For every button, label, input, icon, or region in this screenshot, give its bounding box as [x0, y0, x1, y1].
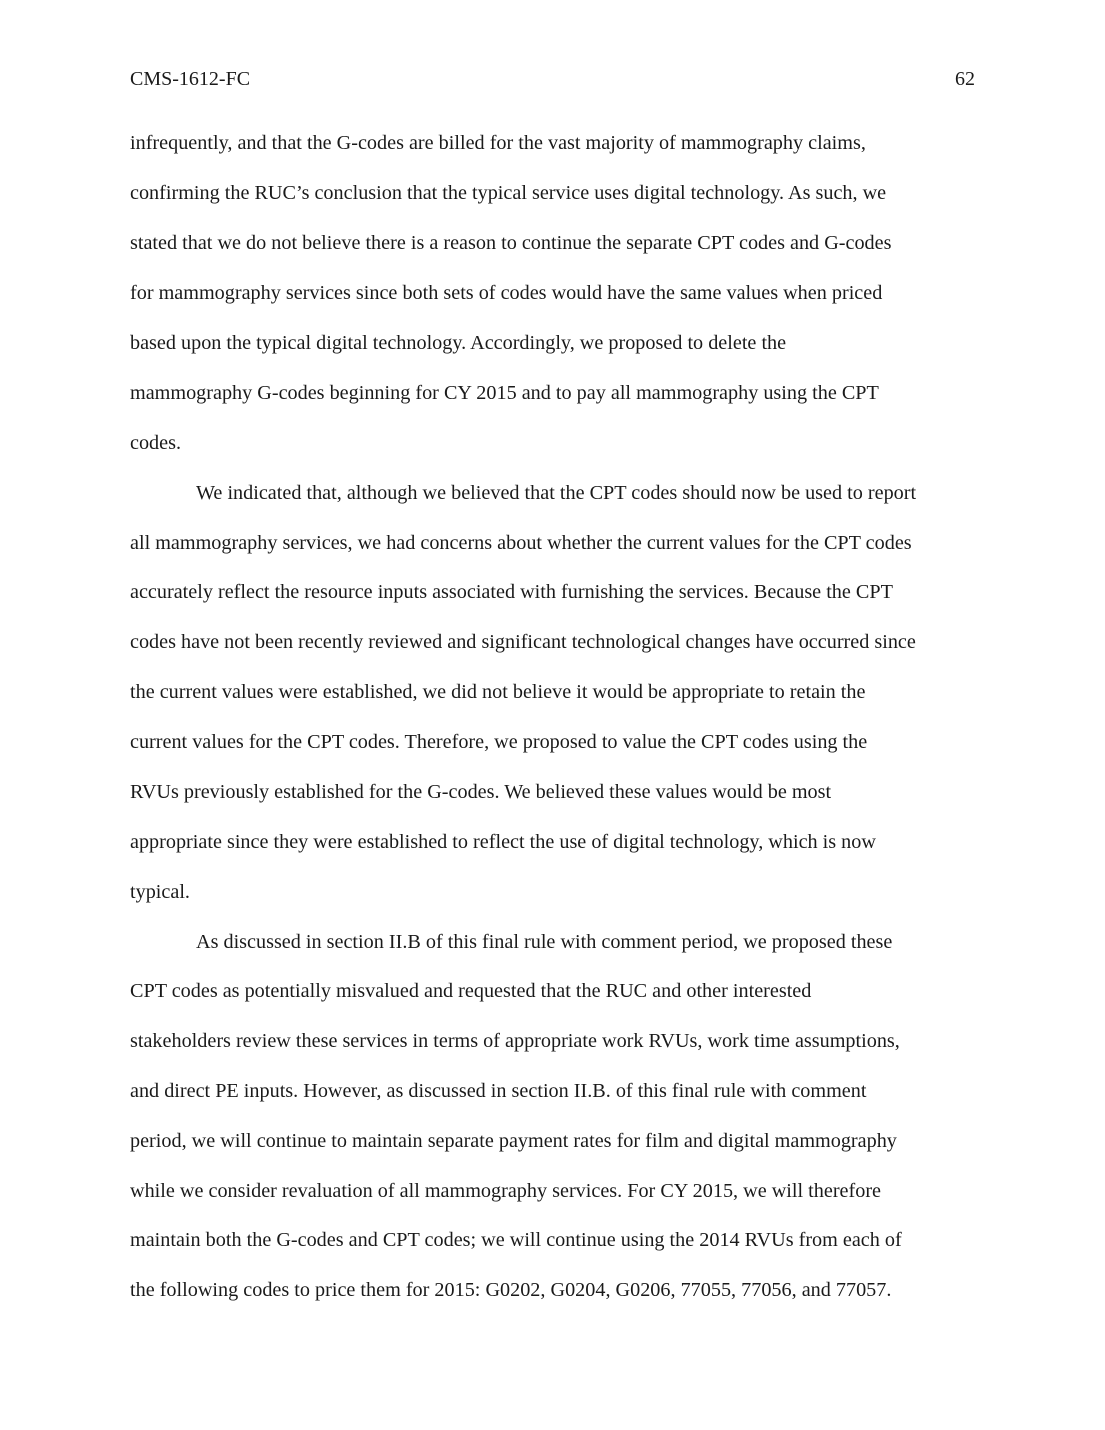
- text-line: based upon the typical digital technology. Accordingly, we proposed to delete the: [130, 332, 787, 354]
- text-line: and direct PE inputs. However, as discussed in section II.B. of this final rule with comment: [130, 1080, 867, 1102]
- text-line: maintain both the G-codes and CPT codes; we will continue using the 2014 RVUs from each of: [130, 1229, 902, 1251]
- paragraph-first-line: As discussed in section II.B of this final rule with comment period, we proposed these: [196, 931, 893, 953]
- text-line: period, we will continue to maintain separate payment rates for film and digital mammography: [130, 1130, 897, 1152]
- paragraph-first-line: We indicated that, although we believed that the CPT codes should now be used to report: [196, 482, 917, 504]
- text-line: accurately reflect the resource inputs associated with furnishing the services. Because the CPT: [130, 581, 893, 603]
- document-id: CMS-1612-FC: [130, 68, 251, 90]
- text-line: confirming the RUC’s conclusion that the typical service uses digital technology. As such, we: [130, 182, 887, 204]
- text-line: appropriate since they were established to reflect the use of digital technology, which is now: [130, 831, 876, 853]
- text-line: current values for the CPT codes. Therefore, we proposed to value the CPT codes using the: [130, 731, 868, 753]
- text-line: for mammography services since both sets of codes would have the same values when priced: [130, 282, 883, 304]
- text-line: RVUs previously established for the G-codes. We believed these values would be most: [130, 781, 832, 803]
- text-line: mammography G-codes beginning for CY 2015 and to pay all mammography using the CPT: [130, 382, 879, 404]
- text-line: codes have not been recently reviewed and significant technological changes have occurred since: [130, 631, 916, 653]
- text-line: all mammography services, we had concerns about whether the current values for the CPT codes: [130, 532, 912, 554]
- text-line: stakeholders review these services in terms of appropriate work RVUs, work time assumptions,: [130, 1030, 900, 1052]
- running-header: [130, 66, 975, 92]
- page-number: 62: [955, 68, 975, 90]
- text-line: stated that we do not believe there is a reason to continue the separate CPT codes and G-codes: [130, 232, 892, 254]
- text-line: CPT codes as potentially misvalued and requested that the RUC and other interested: [130, 980, 812, 1002]
- text-line: while we consider revaluation of all mammography services. For CY 2015, we will therefore: [130, 1180, 882, 1202]
- text-line: codes.: [130, 432, 182, 454]
- text-line: the current values were established, we did not believe it would be appropriate to retain the: [130, 681, 866, 703]
- text-line: typical.: [130, 881, 190, 903]
- text-line: the following codes to price them for 2015: G0202, G0204, G0206, 77055, 77056, and 77057.: [130, 1279, 892, 1301]
- text-line: infrequently, and that the G-codes are billed for the vast majority of mammography claims,: [130, 132, 866, 154]
